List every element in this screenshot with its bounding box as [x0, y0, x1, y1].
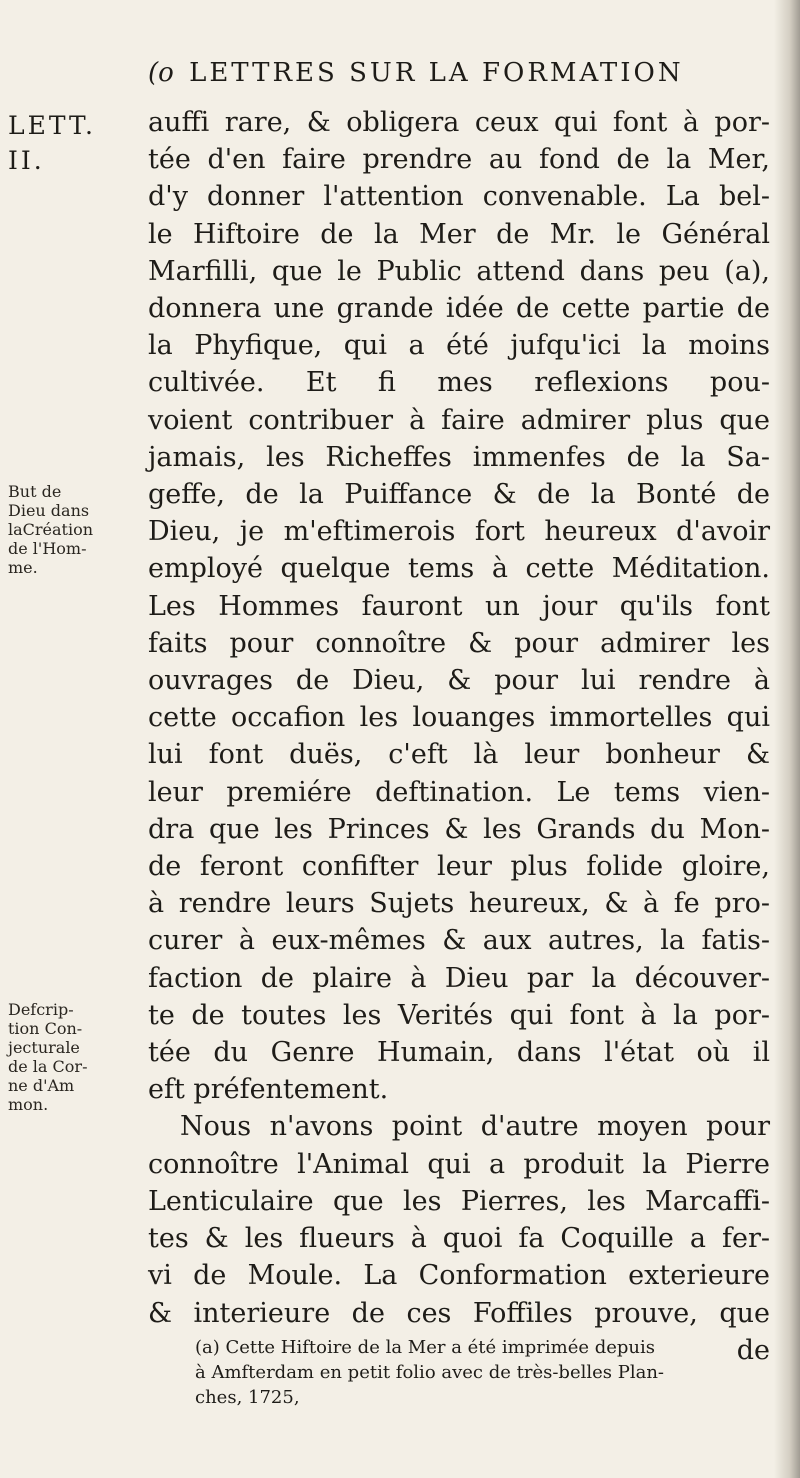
margin-note-line: de l'Hom- [8, 539, 87, 558]
text-line: Marfilli, que le Public attend dans peu (a), [148, 255, 770, 287]
text-line: Nous n'avons point d'autre moyen pour [180, 1111, 770, 1143]
text-line: tes & les flueurs à quoi fa Coquille a fer- [148, 1223, 770, 1255]
text-line: faction de plaire à Dieu par la découver- [148, 962, 770, 994]
text-line: leur premiére deftination. Le tems vien- [148, 776, 770, 808]
text-line: connoître l'Animal qui a produit la Pierre [148, 1148, 770, 1180]
text-line: le Hiftoire de la Mer de Mr. le Général [148, 218, 770, 250]
running-title: LETTRES SUR LA FORMATION [189, 58, 684, 88]
text-line: geffe, de la Puiffance & de la Bonté de [148, 479, 770, 511]
letter-label [8, 108, 96, 178]
text-line: Dieu, je m'eftimerois fort heureux d'avoir [148, 516, 770, 548]
text-line: la Phyfique, qui a été jufqu'ici la moins [148, 330, 770, 362]
text-line: lui font duës, c'eft là leur bonheur & [148, 739, 770, 771]
letter-label-line: LETT. [8, 111, 96, 140]
margin-note-line: Dieu dans [8, 501, 90, 520]
margin-note-line: mon. [8, 1095, 49, 1114]
text-line: faits pour connoître & pour admirer les [148, 627, 770, 659]
text-line: donnera une grande idée de cette partie de [148, 293, 770, 325]
catchword: de [736, 1334, 770, 1366]
footnote [195, 1335, 775, 1410]
text-line: dra que les Princes & les Grands du Mon- [148, 813, 770, 845]
text-line: voient contribuer à faire admirer plus que [148, 404, 770, 436]
margin-note-line: Defcrip- [8, 1000, 74, 1019]
footnote-line: (a) Cette Hiftoire de la Mer a été imprimée depuis [195, 1337, 656, 1358]
margin-note-line: But de [8, 482, 62, 501]
margin-note-but-de-dieu [8, 482, 140, 577]
margin-note-line: me. [8, 558, 38, 577]
page-edge-shadow [774, 0, 800, 1478]
margin-note-line: laCréation [8, 520, 94, 539]
text-line: d'y donner l'attention convenable. La bel- [148, 181, 770, 213]
margin-note-line: ne d'Am [8, 1076, 75, 1095]
text-line: te de toutes les Verités qui font à la por- [148, 999, 770, 1031]
body-text [148, 104, 770, 1369]
text-line: à rendre leurs Sujets heureux, & à fe pro- [148, 888, 770, 920]
text-line: Lenticulaire que les Pierres, les Marcaffi- [148, 1185, 770, 1217]
text-line: cultivée. Et fi mes reflexions pou- [148, 367, 770, 399]
letter-label-line: II. [8, 146, 45, 175]
text-line: jamais, les Richeffes immenfes de la Sa- [148, 441, 770, 473]
text-line: de feront confifter leur plus folide gloire, [148, 851, 770, 883]
margin-note-line: de la Cor- [8, 1057, 88, 1076]
footnote-line: ches, 1725, [195, 1387, 300, 1408]
running-header [148, 58, 708, 88]
text-line: eft préfentement. [148, 1074, 389, 1106]
text-line: auffi rare, & obligera ceux qui font à por- [148, 107, 770, 138]
text-line: cette occafion les louanges immortelles qui [148, 702, 770, 734]
text-line: tée d'en faire prendre au fond de la Mer, [148, 144, 770, 176]
text-line: ouvrages de Dieu, & pour lui rendre à [148, 665, 770, 697]
text-line: & interieure de ces Foffiles prouve, que [148, 1297, 770, 1329]
margin-note-line: tion Con- [8, 1019, 83, 1038]
margin-note-line: jecturale [8, 1038, 80, 1057]
margin-note-description [8, 1000, 140, 1114]
footnote-line: à Amfterdam en petit folio avec de très-belles Plan- [195, 1362, 665, 1383]
page-number: (o [148, 58, 174, 88]
text-line: curer à eux-mêmes & aux autres, la fatis- [148, 925, 770, 957]
text-line: employé quelque tems à cette Méditation. [148, 553, 770, 585]
text-line: tée du Genre Humain, dans l'état où il [148, 1037, 770, 1069]
text-line: vi de Moule. La Conformation exterieure [148, 1260, 770, 1292]
text-line: Les Hommes fauront un jour qu'ils font [148, 590, 770, 622]
